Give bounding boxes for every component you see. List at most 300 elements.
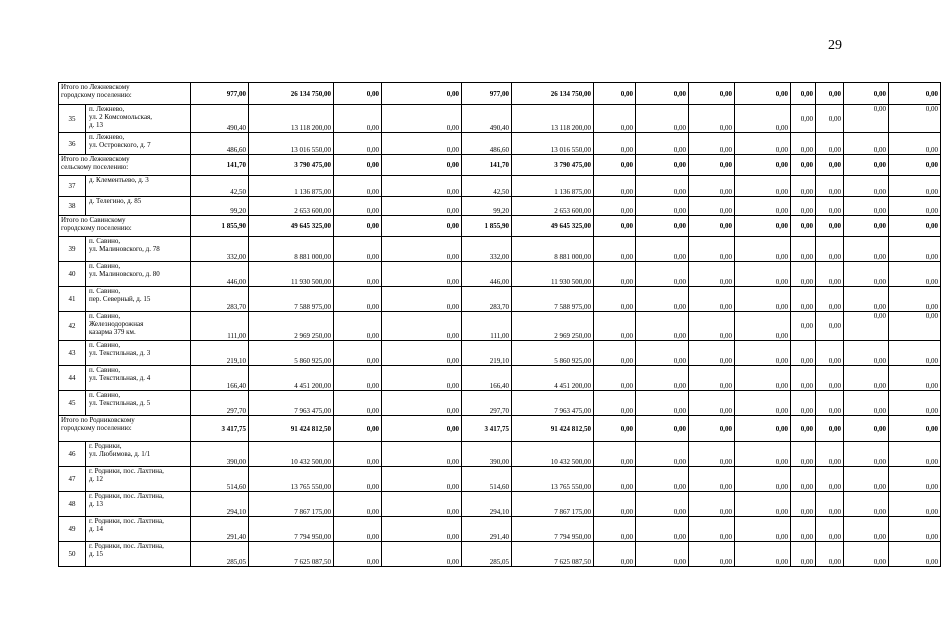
value-cell-col-1: 141,70 [191,155,249,176]
value-cell-col-12: 0,00 [816,237,844,262]
value-cell-col-10: 0,00 [735,416,791,442]
value-cell-col-11: 0,00 [791,176,816,197]
value-cell-col-8: 0,00 [636,237,689,262]
value-cell-col-13: 0,00 [844,442,889,467]
value-cell-col-1: 283,70 [191,287,249,312]
address-cell: п. Савино, ул. Текстильная, д. 3 [86,341,191,366]
value-cell-col-10: 0,00 [735,542,791,567]
value-cell-col-4: 0,00 [382,391,462,416]
value-cell-col-9: 0,00 [689,133,735,155]
value-cell-col-4: 0,00 [382,287,462,312]
value-cell-col-7: 0,00 [594,262,636,287]
row-number: 42 [59,312,86,341]
value-cell-col-3: 0,00 [334,83,382,105]
value-cell-col-6: 13 118 200,00 [512,105,594,133]
value-cell-col-1: 111,00 [191,312,249,341]
value-cell-col-14: 0,00 [889,391,941,416]
address-cell: п. Лежнево, ул. Островского, д. 7 [86,133,191,155]
value-cell-col-1: 332,00 [191,237,249,262]
value-cell-col-9: 0,00 [689,262,735,287]
value-cell-col-3: 0,00 [334,492,382,517]
table-row [59,312,941,341]
value-cell-col-10: 0,00 [735,341,791,366]
value-cell-col-1: 294,10 [191,492,249,517]
value-cell-col-2: 1 136 875,00 [249,176,334,197]
value-cell-col-7: 0,00 [594,416,636,442]
value-cell-col-12: 0,00 [816,492,844,517]
value-cell-col-6: 7 867 175,00 [512,492,594,517]
value-cell-col-14: 0,00 [889,155,941,176]
value-cell-col-13: 0,00 [844,391,889,416]
value-cell-col-7: 0,00 [594,287,636,312]
value-cell-col-11: 0,00 [791,133,816,155]
value-cell-col-2: 10 432 500,00 [249,442,334,467]
value-cell-col-10: 0,00 [735,83,791,105]
value-cell-col-1: 297,70 [191,391,249,416]
value-cell-col-2: 7 625 087,50 [249,542,334,567]
value-cell-col-5: 166,40 [462,366,512,391]
value-cell-col-1: 99,20 [191,197,249,216]
value-cell-col-10: 0,00 [735,262,791,287]
row-number: 41 [59,287,86,312]
value-cell-col-8: 0,00 [636,517,689,542]
value-cell-col-10: 0,00 [735,287,791,312]
value-cell-col-10: 0,00 [735,442,791,467]
value-cell-col-10: 0,00 [735,391,791,416]
value-cell-col-5: 297,70 [462,391,512,416]
value-cell-col-4: 0,00 [382,341,462,366]
value-cell-col-5: 490,40 [462,105,512,133]
table-row [59,442,941,467]
row-number: 46 [59,442,86,467]
value-cell-col-3: 0,00 [334,155,382,176]
value-cell-col-9: 0,00 [689,237,735,262]
value-cell-col-4: 0,00 [382,442,462,467]
value-cell-col-14: 0,00 [889,176,941,197]
value-cell-col-8: 0,00 [636,155,689,176]
value-cell-col-1: 390,00 [191,442,249,467]
value-cell-col-12: 0,00 [816,366,844,391]
address-cell: г. Родники, пос. Лахтина, д. 14 [86,517,191,542]
value-cell-col-9: 0,00 [689,287,735,312]
value-cell-col-2: 11 930 500,00 [249,262,334,287]
row-number: 50 [59,542,86,567]
address-cell: п. Савино, ул. Малиновского, д. 80 [86,262,191,287]
value-cell-col-6: 26 134 750,00 [512,83,594,105]
value-cell-col-11: 0,00 [791,542,816,567]
value-cell-col-6: 11 930 500,00 [512,262,594,287]
table-row [59,287,941,312]
value-cell-col-9: 0,00 [689,492,735,517]
value-cell-col-6: 8 881 000,00 [512,237,594,262]
value-cell-col-1: 1 855,90 [191,216,249,237]
value-cell-col-13: 0,00 [844,176,889,197]
value-cell-col-8: 0,00 [636,105,689,133]
value-cell-col-7: 0,00 [594,83,636,105]
value-cell-col-11: 0,00 [791,105,816,133]
value-cell-col-5: 291,40 [462,517,512,542]
value-cell-col-3: 0,00 [334,262,382,287]
value-cell-col-5: 390,00 [462,442,512,467]
value-cell-col-9: 0,00 [689,312,735,341]
value-cell-col-9: 0,00 [689,216,735,237]
value-cell-col-2: 91 424 812,50 [249,416,334,442]
value-cell-col-3: 0,00 [334,542,382,567]
value-cell-col-3: 0,00 [334,216,382,237]
table-row [59,133,941,155]
address-cell: п. Савино, пер. Северный, д. 15 [86,287,191,312]
value-cell-col-9: 0,00 [689,176,735,197]
value-cell-col-7: 0,00 [594,517,636,542]
value-cell-col-3: 0,00 [334,176,382,197]
table-row [59,176,941,197]
value-cell-col-6: 91 424 812,50 [512,416,594,442]
value-cell-col-11: 0,00 [791,416,816,442]
table-row [59,517,941,542]
value-cell-col-10: 0,00 [735,197,791,216]
row-number: 44 [59,366,86,391]
value-cell-col-10: 0,00 [735,517,791,542]
value-cell-col-8: 0,00 [636,262,689,287]
value-cell-col-13: 0,00 [844,312,889,341]
table-row [59,366,941,391]
value-cell-col-10: 0,00 [735,105,791,133]
value-cell-col-9: 0,00 [689,391,735,416]
value-cell-col-3: 0,00 [334,391,382,416]
value-cell-col-2: 49 645 325,00 [249,216,334,237]
value-cell-col-9: 0,00 [689,341,735,366]
value-cell-col-11: 0,00 [791,262,816,287]
table-row [59,197,941,216]
value-cell-col-1: 514,60 [191,467,249,492]
value-cell-col-8: 0,00 [636,83,689,105]
value-cell-col-13: 0,00 [844,517,889,542]
value-cell-col-8: 0,00 [636,216,689,237]
value-cell-col-2: 7 867 175,00 [249,492,334,517]
value-cell-col-13: 0,00 [844,341,889,366]
value-cell-col-12: 0,00 [816,176,844,197]
value-cell-col-9: 0,00 [689,366,735,391]
value-cell-col-4: 0,00 [382,492,462,517]
address-cell: г. Родники, пос. Лахтина, д. 12 [86,467,191,492]
row-number: 45 [59,391,86,416]
value-cell-col-2: 7 963 475,00 [249,391,334,416]
value-cell-col-12: 0,00 [816,133,844,155]
value-cell-col-6: 7 963 475,00 [512,391,594,416]
value-cell-col-12: 0,00 [816,442,844,467]
row-number: 49 [59,517,86,542]
table-row [59,467,941,492]
value-cell-col-6: 3 790 475,00 [512,155,594,176]
value-cell-col-2: 13 765 550,00 [249,467,334,492]
value-cell-col-1: 3 417,75 [191,416,249,442]
value-cell-col-6: 13 016 550,00 [512,133,594,155]
value-cell-col-12: 0,00 [816,83,844,105]
value-cell-col-3: 0,00 [334,416,382,442]
value-cell-col-8: 0,00 [636,197,689,216]
value-cell-col-2: 8 881 000,00 [249,237,334,262]
value-cell-col-10: 0,00 [735,155,791,176]
value-cell-col-12: 0,00 [816,416,844,442]
value-cell-col-10: 0,00 [735,133,791,155]
value-cell-col-10: 0,00 [735,366,791,391]
value-cell-col-2: 2 969 250,00 [249,312,334,341]
value-cell-col-12: 0,00 [816,262,844,287]
value-cell-col-2: 3 790 475,00 [249,155,334,176]
value-cell-col-14: 0,00 [889,105,941,133]
value-cell-col-13: 0,00 [844,237,889,262]
page-number: 29 [828,38,842,53]
value-cell-col-6: 2 653 600,00 [512,197,594,216]
value-cell-col-9: 0,00 [689,442,735,467]
value-cell-col-8: 0,00 [636,312,689,341]
value-cell-col-13: 0,00 [844,83,889,105]
value-cell-col-11: 0,00 [791,366,816,391]
value-cell-col-3: 0,00 [334,341,382,366]
value-cell-col-2: 7 588 975,00 [249,287,334,312]
value-cell-col-5: 42,50 [462,176,512,197]
value-cell-col-5: 514,60 [462,467,512,492]
value-cell-col-4: 0,00 [382,467,462,492]
value-cell-col-6: 7 794 950,00 [512,517,594,542]
value-cell-col-8: 0,00 [636,287,689,312]
value-cell-col-14: 0,00 [889,312,941,341]
row-number: 48 [59,492,86,517]
value-cell-col-2: 13 118 200,00 [249,105,334,133]
value-cell-col-7: 0,00 [594,237,636,262]
value-cell-col-6: 49 645 325,00 [512,216,594,237]
value-cell-col-2: 2 653 600,00 [249,197,334,216]
value-cell-col-10: 0,00 [735,216,791,237]
value-cell-col-13: 0,00 [844,542,889,567]
subtotal-label: Итого по Родниковскому городскому поселению: [59,416,191,442]
value-cell-col-12: 0,00 [816,542,844,567]
value-cell-col-5: 294,10 [462,492,512,517]
value-cell-col-7: 0,00 [594,391,636,416]
value-cell-col-5: 141,70 [462,155,512,176]
row-number: 43 [59,341,86,366]
value-cell-col-4: 0,00 [382,517,462,542]
value-cell-col-14: 0,00 [889,133,941,155]
subtotal-row [59,155,941,176]
value-cell-col-14: 0,00 [889,366,941,391]
value-cell-col-1: 977,00 [191,83,249,105]
value-cell-col-14: 0,00 [889,287,941,312]
table-row [59,492,941,517]
value-cell-col-12: 0,00 [816,341,844,366]
row-number: 36 [59,133,86,155]
value-cell-col-8: 0,00 [636,442,689,467]
row-number: 40 [59,262,86,287]
value-cell-col-13: 0,00 [844,416,889,442]
value-cell-col-12: 0,00 [816,216,844,237]
value-cell-col-3: 0,00 [334,197,382,216]
value-cell-col-10: 0,00 [735,492,791,517]
table-row [59,237,941,262]
value-cell-col-7: 0,00 [594,312,636,341]
row-number: 39 [59,237,86,262]
value-cell-col-11: 0,00 [791,312,816,341]
value-cell-col-9: 0,00 [689,155,735,176]
value-cell-col-8: 0,00 [636,492,689,517]
value-cell-col-2: 26 134 750,00 [249,83,334,105]
table-row [59,391,941,416]
value-cell-col-8: 0,00 [636,176,689,197]
value-cell-col-6: 1 136 875,00 [512,176,594,197]
value-cell-col-4: 0,00 [382,262,462,287]
value-cell-col-14: 0,00 [889,341,941,366]
value-cell-col-14: 0,00 [889,416,941,442]
value-cell-col-3: 0,00 [334,312,382,341]
value-cell-col-3: 0,00 [334,133,382,155]
address-cell: г. Родники, пос. Лахтина, д. 13 [86,492,191,517]
value-cell-col-4: 0,00 [382,312,462,341]
address-cell: п. Савино, Железнодорожная казарма 379 км. [86,312,191,341]
value-cell-col-8: 0,00 [636,133,689,155]
value-cell-col-6: 4 451 200,00 [512,366,594,391]
value-cell-col-6: 2 969 250,00 [512,312,594,341]
subtotal-label: Итого по Лежневскому сельскому поселению: [59,155,191,176]
value-cell-col-11: 0,00 [791,216,816,237]
value-cell-col-5: 283,70 [462,287,512,312]
value-cell-col-2: 13 016 550,00 [249,133,334,155]
value-cell-col-5: 285,05 [462,542,512,567]
value-cell-col-12: 0,00 [816,155,844,176]
subtotal-row [59,416,941,442]
value-cell-col-7: 0,00 [594,341,636,366]
value-cell-col-13: 0,00 [844,155,889,176]
address-cell: г. Родники, ул. Любимова, д. 1/1 [86,442,191,467]
value-cell-col-6: 7 625 087,50 [512,542,594,567]
value-cell-col-14: 0,00 [889,262,941,287]
value-cell-col-7: 0,00 [594,155,636,176]
value-cell-col-14: 0,00 [889,542,941,567]
value-cell-col-7: 0,00 [594,542,636,567]
value-cell-col-8: 0,00 [636,467,689,492]
value-cell-col-8: 0,00 [636,391,689,416]
value-cell-col-9: 0,00 [689,416,735,442]
value-cell-col-6: 7 588 975,00 [512,287,594,312]
address-cell: п. Лежнево, ул. 2 Комсомольская, д. 13 [86,105,191,133]
value-cell-col-11: 0,00 [791,391,816,416]
table-row [59,341,941,366]
value-cell-col-7: 0,00 [594,366,636,391]
value-cell-col-12: 0,00 [816,287,844,312]
value-cell-col-1: 166,40 [191,366,249,391]
row-number: 38 [59,197,86,216]
value-cell-col-7: 0,00 [594,133,636,155]
value-cell-col-11: 0,00 [791,237,816,262]
value-cell-col-1: 291,40 [191,517,249,542]
value-cell-col-9: 0,00 [689,517,735,542]
value-cell-col-3: 0,00 [334,517,382,542]
value-cell-col-11: 0,00 [791,442,816,467]
value-cell-col-4: 0,00 [382,133,462,155]
value-cell-col-12: 0,00 [816,467,844,492]
value-cell-col-13: 0,00 [844,197,889,216]
value-cell-col-11: 0,00 [791,287,816,312]
value-cell-col-2: 7 794 950,00 [249,517,334,542]
value-cell-col-6: 5 860 925,00 [512,341,594,366]
value-cell-col-8: 0,00 [636,416,689,442]
value-cell-col-7: 0,00 [594,176,636,197]
value-cell-col-12: 0,00 [816,105,844,133]
value-cell-col-7: 0,00 [594,442,636,467]
value-cell-col-11: 0,00 [791,517,816,542]
value-cell-col-1: 486,60 [191,133,249,155]
value-cell-col-10: 0,00 [735,467,791,492]
value-cell-col-13: 0,00 [844,287,889,312]
value-cell-col-3: 0,00 [334,237,382,262]
value-cell-col-3: 0,00 [334,105,382,133]
value-cell-col-13: 0,00 [844,366,889,391]
value-cell-col-14: 0,00 [889,517,941,542]
value-cell-col-4: 0,00 [382,176,462,197]
table-row [59,262,941,287]
value-cell-col-13: 0,00 [844,133,889,155]
value-cell-col-4: 0,00 [382,237,462,262]
row-number: 37 [59,176,86,197]
table-row [59,105,941,133]
value-cell-col-7: 0,00 [594,105,636,133]
value-cell-col-2: 4 451 200,00 [249,366,334,391]
value-cell-col-5: 332,00 [462,237,512,262]
value-cell-col-14: 0,00 [889,492,941,517]
value-cell-col-13: 0,00 [844,467,889,492]
address-cell: п. Савино, ул. Текстильная, д. 5 [86,391,191,416]
value-cell-col-5: 446,00 [462,262,512,287]
housing-table [58,82,941,567]
value-cell-col-3: 0,00 [334,366,382,391]
value-cell-col-6: 13 765 550,00 [512,467,594,492]
value-cell-col-14: 0,00 [889,83,941,105]
value-cell-col-4: 0,00 [382,105,462,133]
subtotal-label: Итого по Савинскому городскому поселению: [59,216,191,237]
value-cell-col-5: 1 855,90 [462,216,512,237]
value-cell-col-10: 0,00 [735,237,791,262]
value-cell-col-7: 0,00 [594,216,636,237]
value-cell-col-11: 0,00 [791,492,816,517]
value-cell-col-3: 0,00 [334,287,382,312]
value-cell-col-4: 0,00 [382,155,462,176]
value-cell-col-12: 0,00 [816,517,844,542]
address-cell: п. Савино, ул. Текстильная, д. 4 [86,366,191,391]
value-cell-col-2: 5 860 925,00 [249,341,334,366]
value-cell-col-1: 285,05 [191,542,249,567]
value-cell-col-5: 3 417,75 [462,416,512,442]
value-cell-col-8: 0,00 [636,366,689,391]
value-cell-col-6: 10 432 500,00 [512,442,594,467]
subtotal-row [59,83,941,105]
value-cell-col-4: 0,00 [382,216,462,237]
value-cell-col-4: 0,00 [382,197,462,216]
value-cell-col-7: 0,00 [594,492,636,517]
value-cell-col-5: 111,00 [462,312,512,341]
value-cell-col-10: 0,00 [735,176,791,197]
value-cell-col-8: 0,00 [636,542,689,567]
value-cell-col-12: 0,00 [816,197,844,216]
value-cell-col-12: 0,00 [816,312,844,341]
value-cell-col-1: 490,40 [191,105,249,133]
value-cell-col-12: 0,00 [816,391,844,416]
value-cell-col-14: 0,00 [889,467,941,492]
value-cell-col-3: 0,00 [334,467,382,492]
row-number: 35 [59,105,86,133]
value-cell-col-7: 0,00 [594,467,636,492]
value-cell-col-4: 0,00 [382,542,462,567]
value-cell-col-5: 486,60 [462,133,512,155]
value-cell-col-9: 0,00 [689,83,735,105]
